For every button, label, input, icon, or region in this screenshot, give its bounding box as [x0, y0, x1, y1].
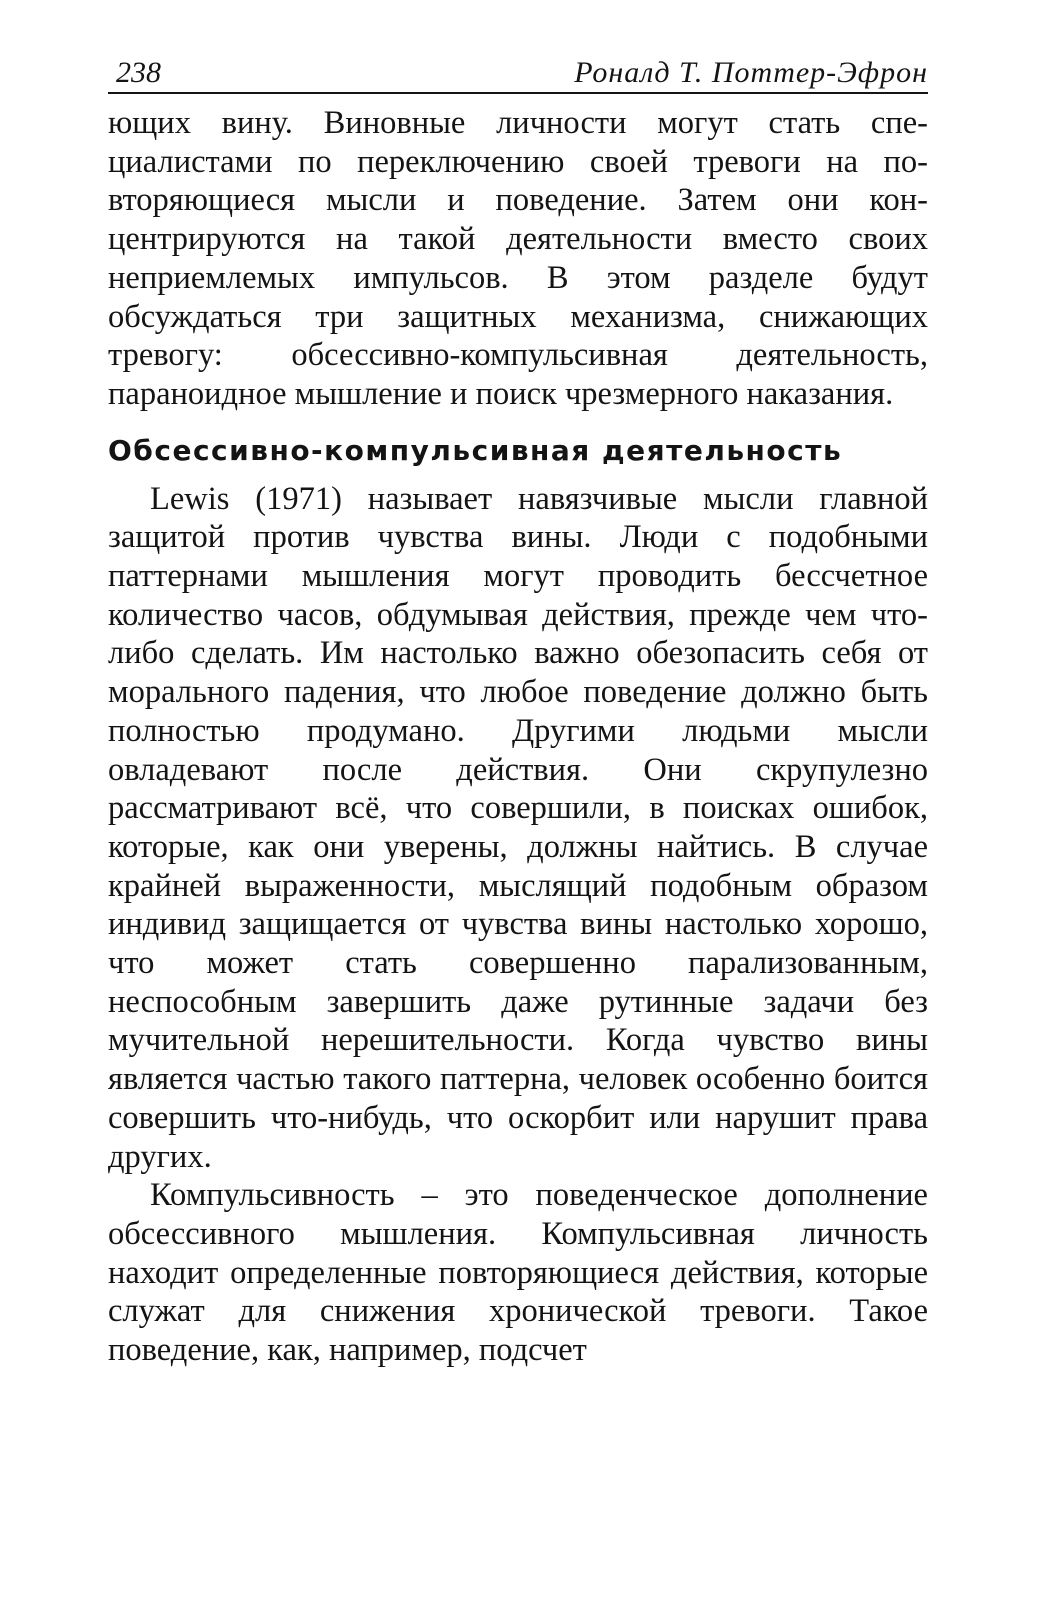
page-number: 238: [116, 56, 161, 89]
paragraph-compulsivity: Компульсивность – это поведенческое дополнение обсессивного мышления. Компульсивная личность находит определенные повторяющиеся действия, которые служат для снижения хронической тревоги. Такое поведение, как, например, подсчет: [108, 1177, 928, 1369]
running-title: Роналд Т. Поттер-Эфрон: [574, 56, 928, 89]
paragraph-intro: ющих вину. Виновные личности могут стать специалистами по переключению своей тревоги на повторяющиеся мысли и поведение. Затем они концентрируются на такой деятельности вместо своих неприемлемых импульсов. В этом разделе будут обсуждаться три защитных механизма, снижающих тревогу: обсессивно-компульсивная деятельность, параноидное мышление и поиск чрезмерного наказания.: [108, 105, 928, 412]
section-heading: Обсессивно-компульсивная деятельность: [108, 433, 843, 467]
paragraph-lewis: Lewis (1971) называет навязчивые мысли главной защитой против чувства вины. Люди с подобными паттернами мышления могут проводить бессчетное количество часов, обдумывая действия, прежде чем что-либо сделать. Им настолько важно обезопасить себя от морального падения, что любое поведение должно быть полностью продумано. Другими людьми мысли овладевают после действия. Они скрупулезно рассматривают всё, что совершили, в поисках ошибок, которые, как они уверены, должны найтись. В случае крайней выраженности, мыслящий подобным образом индивид защищается от чувства вины настолько хорошо, что может стать совершенно парализованным, неспособным завершить даже рутинные задачи без мучительной нерешительности. Когда чувство вины является частью такого паттерна, человек особенно боится совершить что-нибудь, что оскорбит или нарушит права других.: [108, 480, 928, 1175]
book-page: [108, 44, 928, 1370]
page-content: [108, 104, 928, 1370]
running-head: [108, 44, 928, 94]
